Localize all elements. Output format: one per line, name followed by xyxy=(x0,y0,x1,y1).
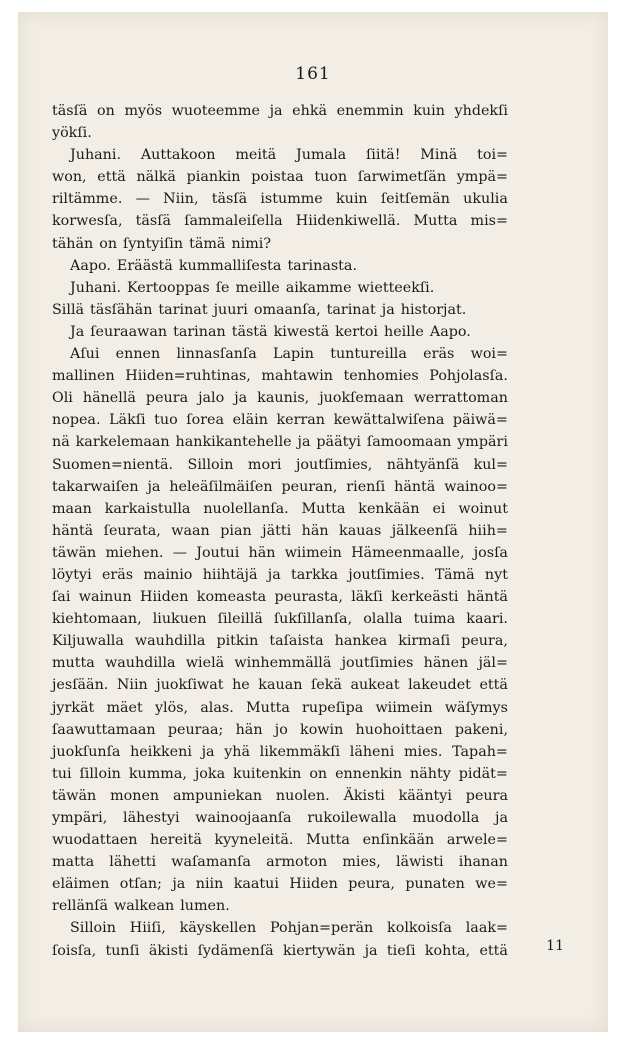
text-line: ſai wainun Hiiden komeasta peurasta, läkſi kerkeästi häntä xyxy=(52,589,508,606)
text-line: rellänſä walkean lumen. xyxy=(52,898,230,915)
text-line: Silloin Hiiſi, käyskellen Pohjan=perän kolkoisſa laak= xyxy=(70,920,508,937)
text-line: häntä ſeurata, waan pian jätti hän kauas jälkeenſä hiih= xyxy=(52,522,508,539)
text-line: löytyi eräs mainio hiihtäjä ja tarkka joutſimies. Tämä nyt xyxy=(52,566,508,583)
text-line: maan karkaistulla nuolellanſa. Mutta kenkään ei woinut xyxy=(52,500,508,517)
text-line: juokſunſa heikkeni ja yhä likemmäkſi läheni mies. Tapah= xyxy=(52,743,508,760)
page-number: 161 xyxy=(295,64,331,84)
text-line: nopea. Läkſi tuo ſorea eläin kerran kewättalwiſena päiwä= xyxy=(52,412,508,429)
text-line: korwesſa, täsſä ſammaleiſella Hiidenkiwellä. Mutta mis= xyxy=(52,213,508,230)
text-line: won, että nälkä piankin poistaa tuon ſarwimetſän ympä= xyxy=(52,169,508,186)
text-line: Juhani. Kertooppas ſe meille aikamme wietteekſi. xyxy=(70,279,435,296)
text-line: nä karkelemaan hankikantehelle ja päätyi ſamoomaan ympäri xyxy=(52,434,508,451)
signature-mark: 11 xyxy=(546,938,564,954)
text-line: tui ſilloin kumma, joka kuitenkin on ennenkin nähty pidät= xyxy=(52,765,508,782)
text-line: tähän on ſyntyiſin tämä nimi? xyxy=(52,235,272,252)
text-line: wuodattaen hereitä kyyneleitä. Mutta enſinkään arwele= xyxy=(52,832,508,849)
text-line: Ja ſeuraawan tarinan tästä kiwestä kertoi heille Aapo. xyxy=(70,323,471,340)
text-line: täwän monen ampuniekan nuolen. Äkisti kääntyi peura xyxy=(52,787,508,804)
text-line: ſoisſa, tunſi äkisti ſydämenſä kiertywän ja tieſi kohta, että xyxy=(52,942,508,959)
text-line: matta lähetti waſamanſa armoton mies, läwisti ihanan xyxy=(52,854,508,871)
text-line: jesſään. Niin juokſiwat he kauan ſekä aukeat lakeudet että xyxy=(52,677,508,694)
book-page xyxy=(18,12,608,1032)
text-line: Kiljuwalla wauhdilla pitkin taſaista hankea kirmaſi peura, xyxy=(52,633,508,650)
text-line: Suomen=nientä. Silloin mori joutſimies, nähtyänſä kul= xyxy=(52,456,508,473)
text-line: Oli hänellä peura jalo ja kaunis, juokſemaan werrattoman xyxy=(52,390,508,407)
text-line: ſaawuttamaan peuraa; hän jo kowin huohoittaen pakeni, xyxy=(52,721,508,738)
text-line: täwän miehen. — Joutui hän wiimein Hämeenmaalle, josſa xyxy=(52,544,508,561)
text-line: Aſui ennen linnasſanſa Lapin tuntureilla eräs woi= xyxy=(70,346,508,363)
text-line: kiehtomaan, liukuen ſileillä ſukſillanſa, olalla tuima kaari. xyxy=(52,611,508,628)
text-line: mutta wauhdilla wielä winhemmällä joutſimies hänen jäl= xyxy=(52,655,508,672)
text-line: Juhani. Auttakoon meitä Jumala ſiitä! Minä toi= xyxy=(70,147,508,164)
body-text xyxy=(52,100,508,962)
text-line: ympäri, lähestyi wainoojaanſa rukoilewalla muodolla ja xyxy=(52,810,508,826)
text-line: Aapo. Eräästä kummalliſesta tarinasta. xyxy=(70,257,357,274)
text-line: eläimen otſan; ja niin kaatui Hiiden peura, punaten we= xyxy=(52,876,508,893)
text-line: riltämme. — Niin, täsſä istumme kuin ſeitſemän ukulia xyxy=(52,191,508,208)
text-line: takarwaiſen ja heleäſilmäiſen peuran, rienſi häntä wainoo= xyxy=(52,478,508,495)
text-line: Sillä täsſähän tarinat juuri omaanſa, tarinat ja historjat. xyxy=(52,301,467,318)
text-line: täsſä on myös wuoteemme ja ehkä enemmin kuin yhdekſi xyxy=(52,103,508,119)
text-line: mallinen Hiiden=ruhtinas, mahtawin tenhomies Pohjolasſa. xyxy=(52,368,508,385)
text-line: yökſi. xyxy=(52,125,92,142)
text-line: jyrkät mäet ylös, alas. Mutta rupeſipa wiimein wäſymys xyxy=(52,699,508,716)
